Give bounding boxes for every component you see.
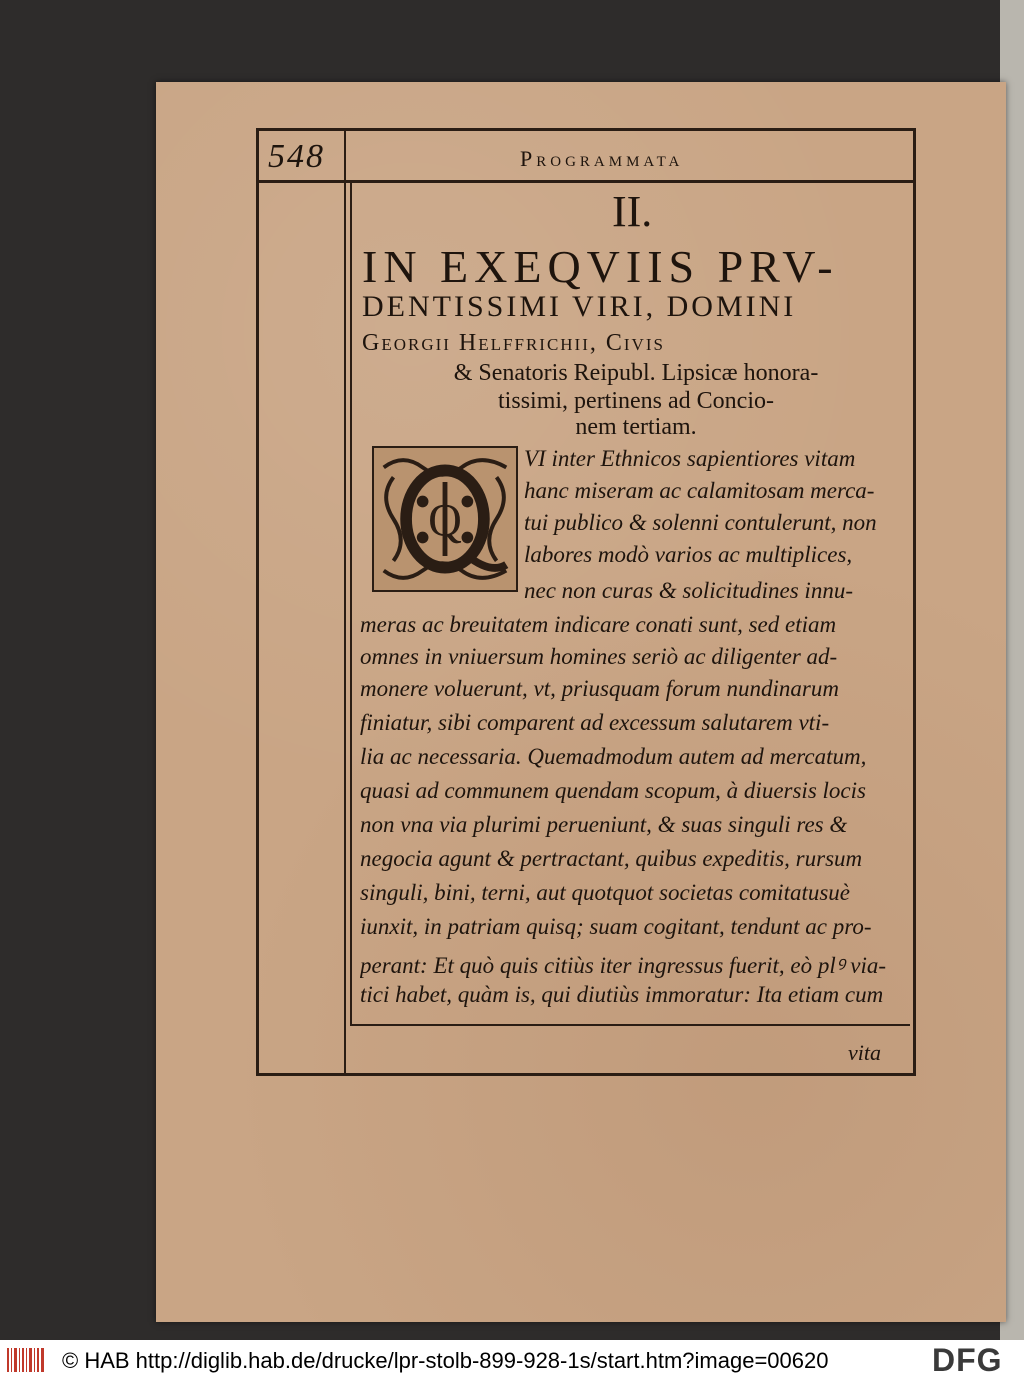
body-line: omnes in vniuersum homines seriò ac diligenter ad-: [360, 644, 838, 669]
body-line: quasi ad communem quendam scopum, à diuersis locis: [360, 778, 866, 803]
title-line: nem tertiam.: [575, 414, 697, 440]
drop-cap-ornament-icon: [374, 448, 516, 590]
body-line: non vna via plurimi perueniunt, & suas singuli res &: [360, 812, 848, 837]
body-line: monere voluerunt, vt, priusquam forum nundinarum: [360, 676, 839, 701]
body-line: singuli, bini, terni, aut quotquot societas comitatusuè: [360, 880, 851, 905]
body-line: hanc miseram ac calamitosam merca-: [524, 478, 875, 503]
dfg-logo: DFG: [932, 1342, 1003, 1378]
body-line: perant: Et quò quis citiùs iter ingressus fuerit, eò plꝰ via-: [360, 953, 887, 978]
title-line: & Senatoris Reipubl. Lipsicæ honora-: [453, 360, 819, 386]
title-line: tissimi, pertinens ad Concio-: [498, 388, 774, 414]
title-line: DENTISSIMI VIRI, DOMINI: [362, 290, 797, 323]
text-column-rule: [350, 182, 352, 1024]
body-line: lia ac necessaria. Quemadmodum autem ad mercatum,: [360, 744, 867, 769]
barcode-logo-icon: [6, 1346, 46, 1374]
title-line: IN EXEQVIIS PRV-: [362, 241, 839, 292]
ornamental-drop-cap: [372, 446, 518, 592]
body-line: VI inter Ethnicos sapientiores vitam: [524, 446, 856, 471]
text-bottom-rule: [350, 1024, 910, 1026]
catchword: vita: [848, 1040, 881, 1065]
running-head: Programmata: [520, 146, 684, 171]
body-line: negocia agunt & pertractant, quibus expeditis, rursum: [360, 846, 863, 871]
title-line: Georgii Helffrichii, Civis: [362, 330, 665, 356]
body-line: nec non curas & solicitudines innu-: [524, 578, 853, 603]
source-url-link[interactable]: © HAB http://diglib.hab.de/drucke/lpr-stolb-899-928-1s/start.htm?image=00620: [62, 1348, 829, 1373]
drop-cap-letter: Q: [428, 494, 462, 547]
body-line: labores modò varios ac multiplices,: [524, 542, 853, 567]
margin-column-rule: [344, 128, 346, 1076]
body-line: tui publico & solenni contulerunt, non: [524, 510, 877, 535]
viewer-footer: [0, 1340, 1024, 1379]
body-line: tici habet, quàm is, qui diutiùs immoratur: Ita etiam cum: [360, 982, 884, 1007]
body-line: iunxit, in patriam quisq; suam cogitant, tendunt ac pro-: [360, 914, 872, 939]
body-line: finiatur, sibi comparent ad excessum salutarem vti-: [360, 710, 830, 735]
body-line: meras ac breuitatem indicare conati sunt, sed etiam: [360, 612, 837, 637]
section-number: II.: [612, 187, 653, 236]
page-number: 548: [268, 138, 325, 175]
header-rule: [256, 180, 916, 183]
